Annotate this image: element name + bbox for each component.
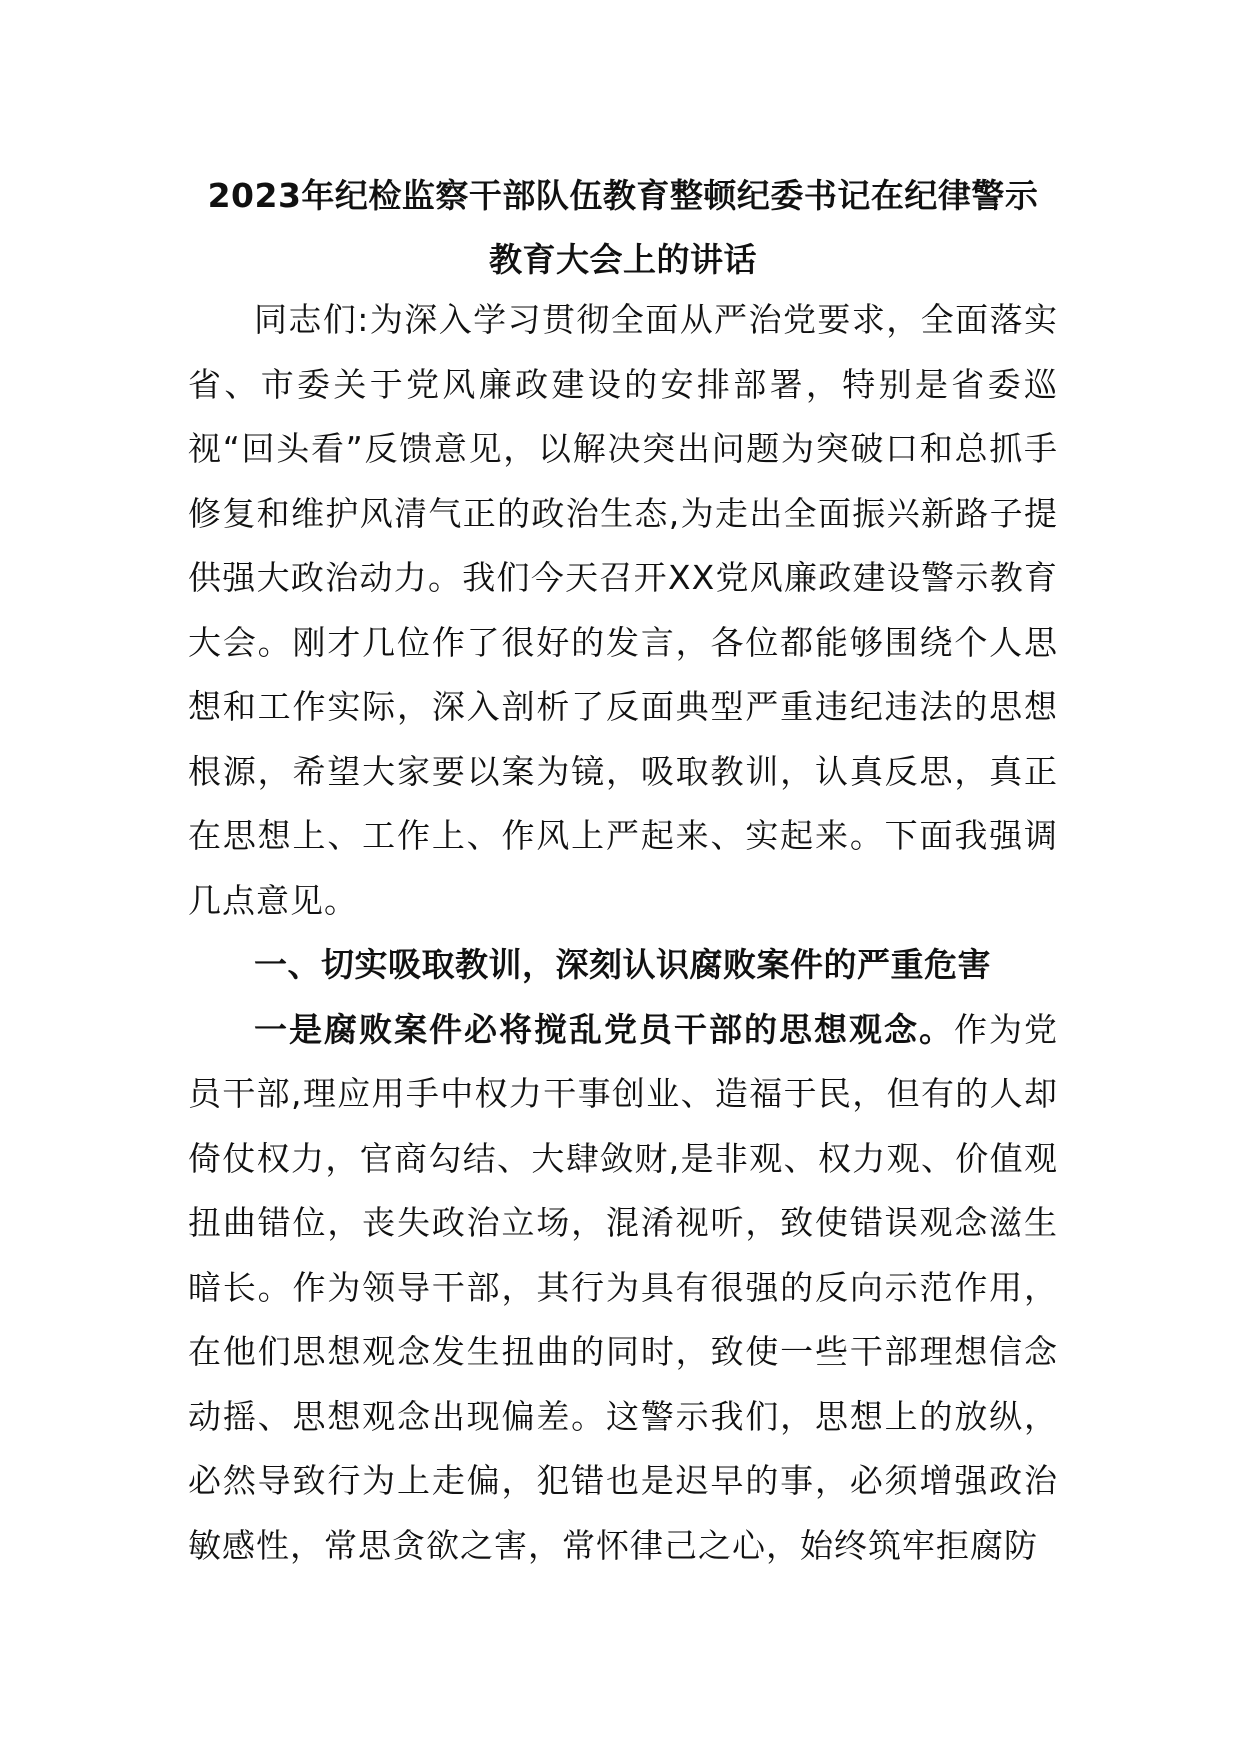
title-line-1: 2023年纪检监察干部队伍教育整顿纪委书记在纪律警示 [207, 176, 1039, 215]
section-1-heading: 一、切实吸取教训，深刻认识腐败案件的严重危害 [254, 945, 991, 984]
title-line-2: 教育大会上的讲话 [489, 240, 757, 279]
point-1-paragraph [188, 998, 1058, 1579]
point-1-body: 作为党员干部,理应用手中权力干事创业、造福于民，但有的人却倚仗权力，官商勾结、大肆敛财,是非观、权力观、价值观扭曲错位，丧失政治立场，混淆视听，致使错误观念滋生暗长。作为领导干部，其行为具有很强的反向示范作用，在他们思想观念发生扭曲的同时，致使一些干部理想信念动摇、思想观念出现偏差。这警示我们，思想上的放纵，必然导致行为上走偏，犯错也是迟早的事，必须增强政治敏感性，常思贪欲之害，常怀律己之心，始终筑牢拒腐防 [188, 1009, 1058, 1565]
document-page [188, 164, 1058, 1578]
intro-paragraph: 同志们:为深入学习贯彻全面从严治党要求，全面落实省、市委关于党风廉政建设的安排部署，特别是省委巡视“回头看”反馈意见，以解决突出问题为突破口和总抓手修复和维护风清气正的政治生态,为走出全面振兴新路子提供强大政治动力。我们今天召开XX党风廉政建设警示教育大会。刚才几位作了很好的发言，各位都能够围绕个人思想和工作实际，深入剖析了反面典型严重违纪违法的思想根源，希望大家要以案为镜，吸取教训，认真反思，真正在思想上、工作上、作风上严起来、实起来。下面我强调几点意见。 [188, 300, 1058, 920]
document-title [188, 164, 1058, 292]
point-1-lead: 一是腐败案件必将搅乱党员干部的思想观念。 [254, 1009, 954, 1049]
